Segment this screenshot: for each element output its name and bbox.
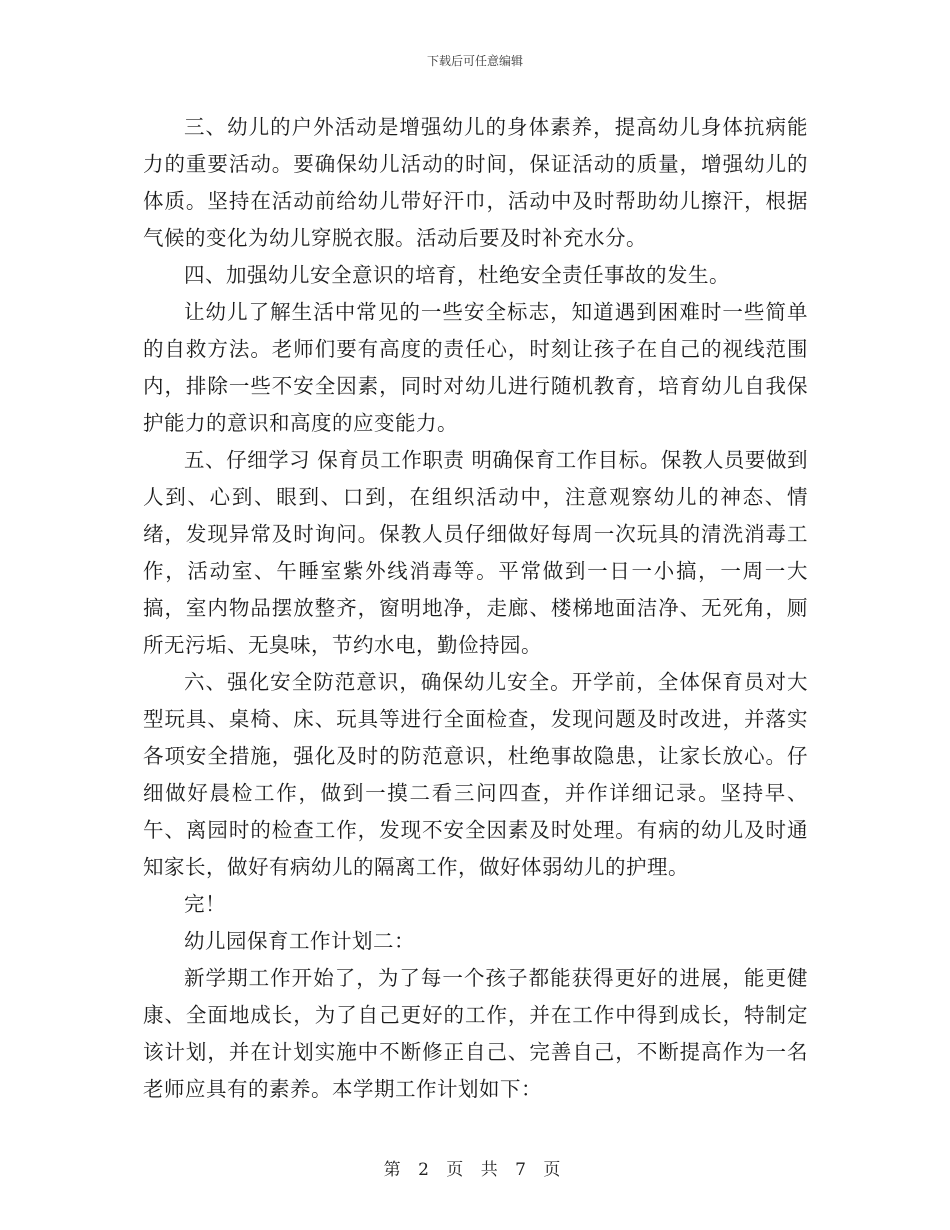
paragraph-plan-two-title: 幼儿园保育工作计划二：: [184, 929, 415, 953]
paragraph-new-term: 新学期工作开始了，为了每一个孩子都能获得更好的进展，能更健康、全面地成长，为了自己更好的工作，并在工作中得到成长，特制定该计划，并在计划实施中不断修正自己、完善自己，不断提高作为一名老师应具有的素养。本学期工作计划如下：: [143, 966, 808, 1101]
paragraph-duties: 五、仔细学习 保育员工作职责 明确保育工作目标。保教人员要做到人到、心到、眼到、口到，在组织活动中，注意观察幼儿的神态、情绪，发现异常及时询问。保教人员仔细做好每周一次玩具的清洗消毒工作，活动室、午睡室紫外线消毒等。平常做到一日一小搞，一周一大搞，室内物品摆放整齐，窗明地净，走廊、楼梯地面洁净、无死角，厕所无污垢、无臭味，节约水电，勤俭持园。: [143, 448, 808, 657]
document-body: [143, 109, 808, 1108]
paragraph-safety-heading: 四、加强幼儿安全意识的培育，杜绝安全责任事故的发生。: [184, 263, 730, 287]
page-header: 下载后可任意编辑: [426, 54, 523, 68]
paragraph-outdoor-activities: 三、幼儿的户外活动是增强幼儿的身体素养，提高幼儿身体抗病能力的重要活动。要确保幼儿活动的时间，保证活动的质量，增强幼儿的体质。坚持在活动前给幼儿带好汗巾，活动中及时帮助幼儿擦汗，根据气候的变化为幼儿穿脱衣服。活动后要及时补充水分。: [143, 115, 808, 250]
paragraph-safety-signs: 让幼儿了解生活中常见的一些安全标志，知道遇到困难时一些简单的自救方法。老师们要有高度的责任心，时刻让孩子在自己的视线范围内，排除一些不安全因素，同时对幼儿进行随机教育，培育幼儿自我保护能力的意识和高度的应变能力。: [143, 300, 808, 435]
page-number: 第 2 页 共 7 页: [383, 1160, 567, 1180]
paragraph-end-mark: 完！: [184, 892, 226, 916]
paragraph-safety-prevention: 六、强化安全防范意识，确保幼儿安全。开学前，全体保育员对大型玩具、桌椅、床、玩具等进行全面检查，发现问题及时改进，并落实各项安全措施，强化及时的防范意识，杜绝事故隐患，让家长放心。仔细做好晨检工作，做到一摸二看三问四查，并作详细记录。坚持早、午、离园时的检查工作，发现不安全因素及时处理。有病的幼儿及时通知家长，做好有病幼儿的隔离工作，做好体弱幼儿的护理。: [143, 670, 808, 879]
